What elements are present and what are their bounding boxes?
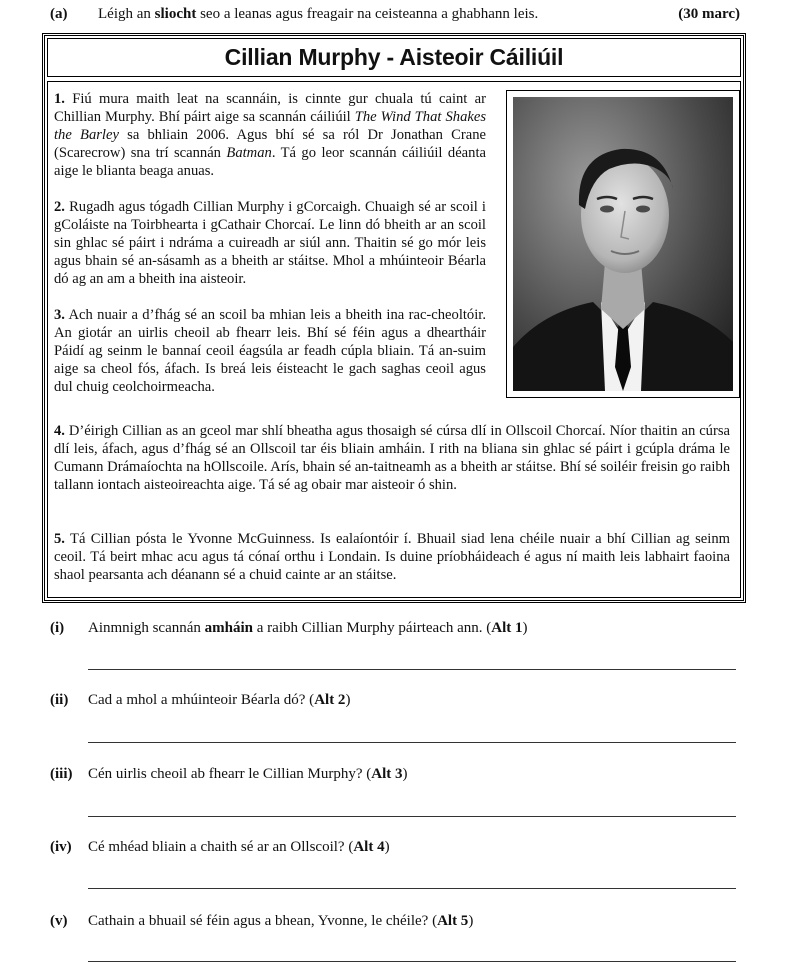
answer-line-3[interactable] — [88, 816, 736, 817]
paragraph-5: 5. Tá Cillian pósta le Yvonne McGuinness. Is ealaíontóir í. Bhuail siad lena chéile nuair a bhí Cillian ag seinm ceoil. Tá beirt mhac acu agus tá cónaí orthu i Londain. Is duine príobháideach é agus ní maith leis labhairt faoina shaol pearsanta ach déanann sé a chuid cainte ar an stáitse. — [54, 531, 730, 583]
section-header — [50, 6, 740, 26]
passage-frame — [42, 33, 746, 603]
answer-line-4[interactable] — [88, 888, 736, 889]
passage-content — [47, 81, 741, 598]
portrait-image — [513, 97, 733, 391]
passage-title: Cillian Murphy - Aisteoir Cáiliúil — [47, 38, 741, 77]
section-instruction: Léigh an sliocht seo a leanas agus freagair na ceisteanna a ghabhann leis. — [98, 6, 539, 22]
paragraph-3: 3. Ach nuair a d’fhág sé an scoil ba mhian leis a bheith ina rac-cheoltóir. An giotár an uirlis cheoil ab fhearr leis. Bhí sé féin agus a dheartháir Páidí ag seinm le bannaí ceoil éagsúla ar feadh cúpla bliain. Tá an-suim aige sa cheol fós, áfach. Is breá leis éisteacht le gach saghas ceoil agus dul chuig ceolchoirmeacha. — [54, 307, 486, 395]
answer-line-5[interactable] — [88, 961, 736, 962]
marks-label: (30 marc) — [678, 6, 740, 22]
section-label: (a) — [50, 6, 68, 22]
paragraph-1: 1. Fiú mura maith leat na scannáin, is cinnte gur chuala tú caint ar Chillian Murphy. Bhí páirt aige sa scannán cáiliúil The Wind That Shakes the Barley sa bhliain 2006. Agus bhí sé sa ról Dr Jonathan Crane (Scarecrow) sna trí scannán Batman. Tá go leor scannán cáiliúil déanta aige le blianta beaga anuas. — [54, 91, 486, 179]
paragraph-2: 2. Rugadh agus tógadh Cillian Murphy i gCorcaigh. Chuaigh sé ar scoil i gColáiste na Toirbhearta i gCathair Chorcaí. Le linn dó bheith ar an scoil sin ghlac sé páirt i ndráma a cuireadh ar siúl ann. Thaitin sé go mór leis agus bhain sé an-sásamh as a bheith ar stáitse. Mhol a mhúinteoir Béarla dó ag an am a bheith ina aisteoir. — [54, 199, 486, 287]
paragraph-4: 4. D’éirigh Cillian as an gceol mar shlí bheatha agus thosaigh sé cúrsa dlí in Ollscoil Chorcaí. Níor thaitin an cúrsa dlí leis, áfach, agus d’fhág sé an Ollscoil tar éis bliain amháin. I rith na bliana sin ghlac sé páirt i gcúpla dráma le Cumann Drámaíochta na hOllscoile. Arís, bhain sé an-taitneamh as a bheith ar stáitse. Bhí sé soiléir freisin go raibh tallann iontach aisteoireachta aige. Tá sé ag obair mar aisteoir ó shin. — [54, 423, 730, 493]
answer-line-2[interactable] — [88, 742, 736, 743]
answer-line-1[interactable] — [88, 669, 736, 670]
portrait-photo — [506, 90, 740, 398]
